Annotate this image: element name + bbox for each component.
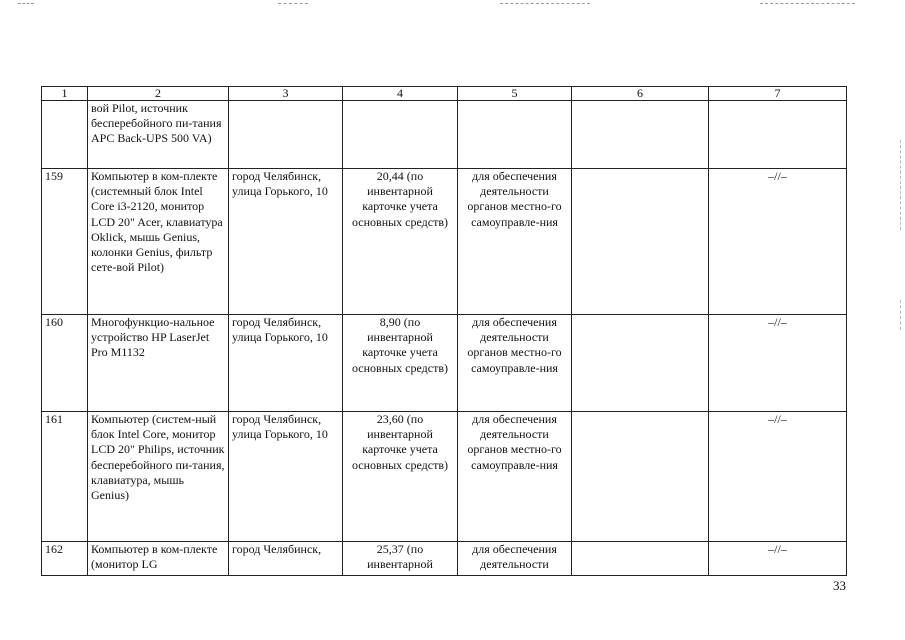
item-col7: –//– xyxy=(709,412,847,542)
table-row xyxy=(42,542,847,576)
header-cell: 4 xyxy=(343,87,458,101)
item-col6 xyxy=(572,412,709,542)
scan-artifact xyxy=(500,3,590,5)
item-value: 23,60 (по инвентарной карточке учета основных средств) xyxy=(343,412,458,542)
item-col7: –//– xyxy=(709,542,847,576)
item-address: город Челябинск, улица Горького, 10 xyxy=(229,315,343,412)
item-value: 8,90 (по инвентарной карточке учета основных средств) xyxy=(343,315,458,412)
item-value xyxy=(343,101,458,169)
item-name: Компьютер в ком-плекте (системный блок Intel Core i3-2120, монитор LCD 20" Acer, клавиатура Oklick, мышь Genius, колонки Genius, фильтр сете-вой Pilot) xyxy=(88,169,229,315)
table-row xyxy=(42,101,847,169)
item-purpose: для обеспечения деятельности xyxy=(458,542,572,576)
item-value: 20,44 (по инвентарной карточке учета основных средств) xyxy=(343,169,458,315)
scan-artifact xyxy=(900,300,901,330)
scan-artifact xyxy=(18,3,34,5)
row-number: 161 xyxy=(42,412,88,542)
scan-artifact xyxy=(760,3,855,5)
header-cell: 1 xyxy=(42,87,88,101)
item-purpose: для обеспечения деятельности органов местно-го самоуправле-ния xyxy=(458,169,572,315)
inventory-table xyxy=(41,86,847,576)
header-cell: 5 xyxy=(458,87,572,101)
item-col7: –//– xyxy=(709,169,847,315)
header-cell: 2 xyxy=(88,87,229,101)
row-number: 162 xyxy=(42,542,88,576)
item-purpose: для обеспечения деятельности органов местно-го самоуправле-ния xyxy=(458,315,572,412)
row-number xyxy=(42,101,88,169)
item-col6 xyxy=(572,315,709,412)
item-address xyxy=(229,101,343,169)
item-name: Многофункцио-нальное устройство HP LaserJet Pro M1132 xyxy=(88,315,229,412)
header-cell: 6 xyxy=(572,87,709,101)
item-purpose: для обеспечения деятельности органов местно-го самоуправле-ния xyxy=(458,412,572,542)
item-address: город Челябинск, улица Горького, 10 xyxy=(229,169,343,315)
table-row xyxy=(42,169,847,315)
table-header-row xyxy=(42,87,847,101)
scan-artifact xyxy=(278,3,308,5)
item-name: вой Pilot, источник бесперебойного пи-тания APC Back-UPS 500 VA) xyxy=(88,101,229,169)
table-row xyxy=(42,315,847,412)
item-purpose xyxy=(458,101,572,169)
row-number: 160 xyxy=(42,315,88,412)
item-col6 xyxy=(572,101,709,169)
item-name: Компьютер (систем-ный блок Intel Core, монитор LCD 20" Philips, источник бесперебойного пи-тания, клавиатура, мышь Genius) xyxy=(88,412,229,542)
item-address: город Челябинск, улица Горького, 10 xyxy=(229,412,343,542)
item-address: город Челябинск, xyxy=(229,542,343,576)
item-value: 25,37 (по инвентарной xyxy=(343,542,458,576)
page-number: 33 xyxy=(833,578,846,593)
item-col7 xyxy=(709,101,847,169)
item-name: Компьютер в ком-плекте (монитор LG xyxy=(88,542,229,576)
item-col6 xyxy=(572,542,709,576)
row-number: 159 xyxy=(42,169,88,315)
table-row xyxy=(42,412,847,542)
header-cell: 7 xyxy=(709,87,847,101)
header-cell: 3 xyxy=(229,87,343,101)
scan-artifact xyxy=(900,140,901,230)
item-col6 xyxy=(572,169,709,315)
item-col7: –//– xyxy=(709,315,847,412)
